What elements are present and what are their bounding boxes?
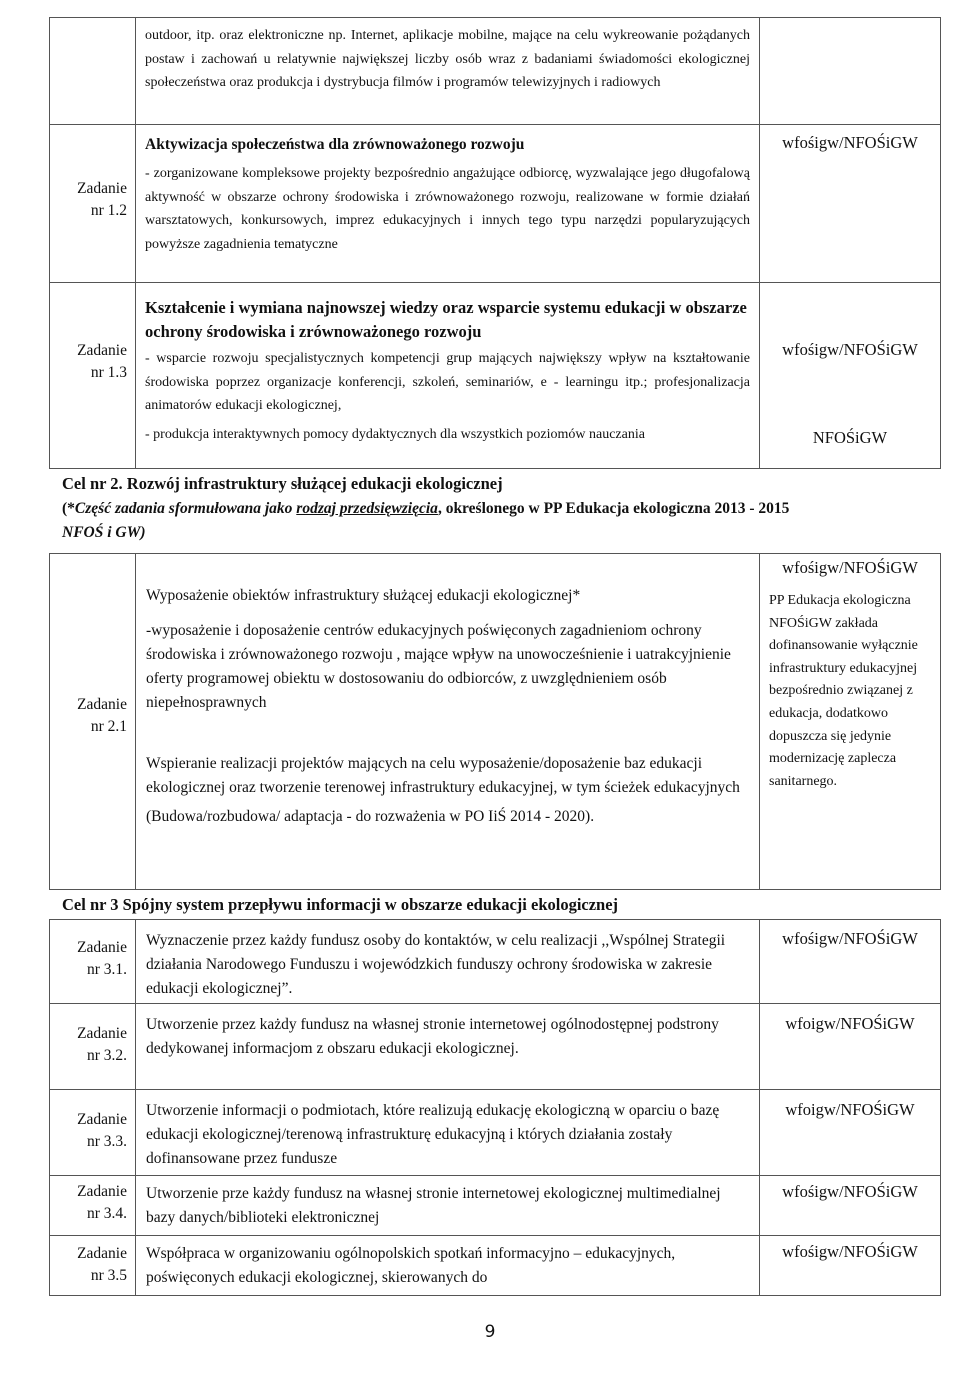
task-description bbox=[136, 125, 760, 283]
table-row bbox=[50, 920, 941, 1004]
task-label: Zadanie nr 3.3. bbox=[50, 1090, 136, 1176]
table-row bbox=[50, 554, 941, 890]
responsible: wfośigw/NFOŚiGW bbox=[760, 1176, 941, 1236]
goal2-heading: Cel nr 2. Rozwój infrastruktury służącej edukacji ekologicznej bbox=[62, 474, 503, 493]
goal3-heading: Cel nr 3 Spójny system przepływu informacji w obszarze edukacji ekologicznej bbox=[62, 895, 619, 914]
table-row bbox=[50, 1004, 941, 1090]
label-cell bbox=[50, 18, 136, 125]
responsible: wfoigw/NFOŚiGW bbox=[760, 1090, 941, 1176]
responsible-cell bbox=[760, 18, 941, 125]
goal2-table bbox=[49, 553, 941, 890]
task-label: Zadanie nr 3.2. bbox=[50, 1004, 136, 1090]
task-body: - zorganizowane kompleksowe projekty bezpośrednio angażujące odbiorcę, wyzwalające jego długofalową aktywność w obszarze ochrony środowiska i zrównoważonego rozwoju, realizowane w formie działań warsztatowych, konkursowych, imprez edukacyjnych i innych tego typu narzędzi popularyzujących powyższe zagadnienia tematyczne bbox=[145, 166, 750, 252]
responsible: wfośigw/NFOŚiGW bbox=[782, 558, 918, 577]
page-number: 9 bbox=[484, 1322, 496, 1342]
task-description: Współpraca w organizowaniu ogólnopolskich spotkań informacyjno – edukacyjnych, poświęconych edukacji ekologicznej, skierowanych do bbox=[136, 1236, 760, 1296]
intro-text: outdoor, itp. oraz elektroniczne np. Internet, aplikacje mobilne, mające na celu wykreowanie pożądanych postaw i zachowań u relatywnie największej liczby osób wraz z badaniami świadomości ekologicznej społeczeństwa oraz produkcja i dystrybucja filmów i programów telewizyjnych i radiowych bbox=[136, 18, 760, 125]
table-row bbox=[50, 1090, 941, 1176]
task-description bbox=[136, 554, 760, 890]
task-description bbox=[136, 283, 760, 469]
goal3-table bbox=[49, 919, 941, 1296]
task-title: Kształcenie i wymiana najnowszej wiedzy oraz wsparcie systemu edukacji w obszarze ochrony środowiska i zrównoważonego rozwoju bbox=[145, 298, 747, 341]
responsible: wfośigw/NFOŚiGW bbox=[760, 125, 941, 283]
task-label: Zadanie nr 3.4. bbox=[50, 1176, 136, 1236]
task-body: - produkcja interaktywnych pomocy dydaktycznych dla wszystkich poziomów nauczania bbox=[145, 426, 645, 442]
goal2-note: (*Część zadania sformułowana jako rodzaj przedsięwzięcia, określonego w PP Edukacja ekologiczna 2013 - 2015 NFOŚ i GW) bbox=[62, 500, 790, 541]
table-row bbox=[50, 18, 941, 125]
task-body: -wyposażenie i doposażenie centrów edukacyjnych poświęconych zagadnieniom ochrony środowiska i zrównoważonego rozwoju , mające wpływ na unowocześnienie i uatrakcyjnienie oferty programowej obiektu w dostosowaniu do odbiorców, z uwzględnieniem osób niepełnosprawnych bbox=[146, 622, 731, 711]
task-label: Zadanie nr 1.2 bbox=[50, 125, 136, 283]
task-description: Utworzenie przez każdy fundusz na własnej stronie internetowej ogólnodostępnej podstrony dedykowanej informacjom z obszaru edukacji ekologicznej. bbox=[136, 1004, 760, 1090]
goal1-table bbox=[49, 17, 941, 469]
table-row bbox=[50, 1176, 941, 1236]
responsible-note: PP Edukacja ekologiczna NFOŚiGW zakłada dofinansowanie wyłącznie infrastruktury edukacyjnej bezpośrednio związanej z edukacja, dodatkowo dopuszcza się jedynie modernizację zaplecza sanitarnego. bbox=[769, 593, 918, 789]
task-description: Utworzenie prze każdy fundusz na własnej stronie internetowej ekologicznej multimedialnej bazy danych/biblioteki elektronicznej bbox=[136, 1176, 760, 1236]
task-body: Wspieranie realizacji projektów mających na celu wyposażenie/doposażenie baz edukacji ekologicznej oraz tworzenie terenowej infrastruktury edukacyjnej, w tym ścieżek edukacyjnych bbox=[146, 755, 740, 796]
task-label: Zadanie nr 1.3 bbox=[50, 283, 136, 469]
responsible-cell bbox=[760, 554, 941, 890]
table-row bbox=[50, 283, 941, 469]
responsible: wfoigw/NFOŚiGW bbox=[760, 1004, 941, 1090]
task-description: Utworzenie informacji o podmiotach, które realizują edukację ekologiczną w oparciu o bazę edukacji ekologicznej/terenową infrastrukturę edukacyjną i których działania zostały dofinansowane przez fundusze bbox=[136, 1090, 760, 1176]
task-label: Zadanie nr 2.1 bbox=[50, 554, 136, 890]
table-row bbox=[50, 1236, 941, 1296]
task-description: Wyznaczenie przez każdy fundusz osoby do kontaktów, w celu realizacji ,,Wspólnej Strategii działania Narodowego Funduszu i wojewódzkich funduszy ochrony środowiska w zakresie edukacji ekologicznej”. bbox=[136, 920, 760, 1004]
responsible: wfośigw/NFOŚiGW bbox=[760, 920, 941, 1004]
task-title: Wyposażenie obiektów infrastruktury służącej edukacji ekologicznej* bbox=[146, 587, 581, 604]
task-title: Aktywizacja społeczeństwa dla zrównoważonego rozwoju bbox=[145, 136, 525, 153]
table-row bbox=[50, 125, 941, 283]
responsible: wfośigw/NFOŚiGW bbox=[760, 1236, 941, 1296]
task-body: (Budowa/rozbudowa/ adaptacja - do rozważenia w PO IiŚ 2014 - 2020). bbox=[146, 808, 595, 825]
task-body: - wsparcie rozwoju specjalistycznych kompetencji grup mających największy wpływ na kształtowanie środowiska poprzez organizacje konferencji, szkoleń, seminariów, e - learningu itp.; profesjonalizacja animatorów edukacji ekologicznej, bbox=[145, 351, 750, 413]
task-label: Zadanie nr 3.5 bbox=[50, 1236, 136, 1296]
responsible: wfośigw/NFOŚiGW NFOŚiGW bbox=[760, 283, 941, 469]
task-label: Zadanie nr 3.1. bbox=[50, 920, 136, 1004]
